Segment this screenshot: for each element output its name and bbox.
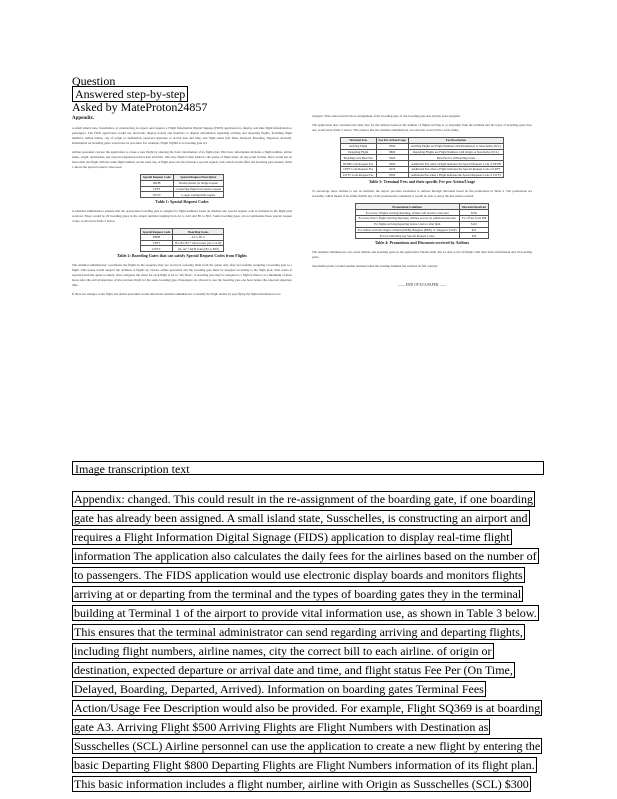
table-row: Arriving Flight $500 Arriving Flights are Flight Numbers with Destination as Susschelles (SCL) — [340, 143, 503, 149]
left-paragraph-1: A small island state, Susschelles, is constructing an airport and requires a Flight Information Digital Signage (FIDS) application to display real-time flight information to passengers. The FIDS application would use electronic display boards and monitors to display information regarding arriving and departing flights, including flight numbers, airline names, city of origin or destination, expected departure or arrival date and time, and flight status (On Time, Delayed, Boarding, Departed, Arrived). Information on boarding gates would also be provided. For example, Flight SQ369 is at boarding gate A3. — [72, 126, 292, 145]
table-header: Special Request Description — [173, 175, 224, 181]
left-paragraph-5: If there are changes to the flight, the airline personnel would inform the terminal administrator to modify the flight details by specifying the flight information to be — [72, 292, 281, 297]
table-header: Fee Description — [408, 138, 503, 144]
right-paragraph-4: The terminal administrator can create airlines and boarding gates in the application. He/she shall also be able to list all flights with their basic information and all boarding gates. — [312, 250, 532, 260]
answered-status-badge: Answered step-by-step — [72, 86, 188, 102]
table-row: CPFT B1, B2, B3 + A6-A Gates (A1 to A10) — [140, 240, 224, 246]
table-header: Promotional Condition — [355, 204, 459, 210]
table-promotions — [355, 203, 490, 239]
table-row: LWTT A1, A2 + A6-B Gates (B1 to B10) — [140, 246, 224, 252]
right-paragraph-5: Susschelles plans to build another terminal when the existing terminal has reached its full capacity. — [312, 264, 439, 269]
transcription-line: requires a Flight Information Digital Signage (FIDS) application to display real-time flight — [74, 530, 510, 544]
question-author[interactable]: Asked by MateProton24857 — [72, 100, 208, 114]
document-image — [72, 114, 548, 458]
table-caption: Table 3: Terminal Fees and their specific Fee per Action/Usage — [368, 179, 476, 185]
right-paragraph-1: changed. This could result in the re-assignment of the boarding gate, if one boarding gate has already been assigned. — [312, 114, 461, 118]
end-of-paper-note: —— END OF ECA PAPER —— — [397, 283, 447, 288]
transcription-line: Delayed, Boarding, Departed, Arrived). Information on boarding gates Terminal Fees — [74, 682, 484, 696]
table-row: Departing Flight $800 Departing Flights are Flight Numbers with Origin as Susschelles (SCL) — [340, 149, 503, 155]
table-header: Discount Received — [459, 204, 489, 210]
right-paragraph-2: The application also calculates the daily fees for the airlines based on the number of flights arriving at or departing from the terminal and the types of boarding gates they use, as shown in Table 3 below. This ensures that the terminal administrator can send the correct bill to each airline. — [312, 123, 532, 132]
table-caption: Table 1: Special Request Codes — [155, 199, 209, 205]
document-left-column — [72, 114, 292, 301]
transcription-line: Susschelles (SCL) Airline personnel can use the application to create a new flight by entering the — [74, 739, 541, 753]
left-paragraph-3: A terminal administrator ensures that the appropriate boarding gate is assigned to flight numbers based on whether any special request code is included in the flight plan received. There would be 20 boarding gates in the airport terminal ranging from A1 to A10 and B1 to B10. Some boarding gates can accommodate these special request codes, as shown in Table 2 below. — [72, 209, 292, 224]
transcription-line: basic Departing Flight $800 Departing Flights are Flight Numbers information of its flight plan. — [74, 758, 535, 772]
table-caption: Table 2: Boarding Gates that can satisfy Special Request Codes from Flights — [117, 253, 247, 259]
table-row: DDJB A1-5, B1-5 — [140, 234, 224, 240]
table-boarding-gates — [140, 228, 225, 252]
table-row: LWTT Code Request Fee $500 Additional Fee when a Flight indicates the Special Request Code of LWTT — [340, 172, 503, 178]
table-row: DDJB Code Request Fee $300 Additional Fee when a Flight indicates the Special Request Code of DDJB — [340, 161, 503, 167]
table-header: Special Request Code — [140, 175, 173, 181]
table-header: Terminal Fees — [340, 138, 376, 144]
transcription-line: gate has already been assigned. A small island state, Susschelles, is constructing an airport and — [74, 511, 528, 525]
transcription-line: Appendix: changed. This could result in the re-assignment of the boarding gate, if one boarding — [74, 492, 533, 506]
transcription-line: building at Terminal 1 of the airport to provide vital information use, as shown in Table 3 below. — [74, 606, 537, 620]
transcription-line: gate A3. Arriving Flight $500 Arriving Flights are Flight Numbers with Destination as — [74, 720, 489, 734]
transcription-line: This ensures that the terminal administrator can send regarding arriving and departing flights, — [74, 625, 523, 639]
transcription-text — [72, 490, 546, 794]
left-paragraph-4: The terminal administrator coordinates the flights in the sequence they are received, releasing them from the queue only after successfully assigning a boarding gate to a flight. This queue would support the addition of flights by various airline personnel and the boarding gate must be assigned according to the flight plan. This action is repeated until the queue is empty. Once assigned, the status for each flight is set to "On Time". A boarding gate may be assigned to a flight if there is at a minimum of three hours after the arrival/departure of the previous flight for the same boarding gate. Passengers are allowed to use the boarding gate one hour before the expected departure time. — [72, 263, 292, 288]
transcription-line: information The application also calculates the daily fees for the airlines based on the number of — [74, 549, 537, 563]
table-terminal-fees — [340, 137, 504, 178]
table-special-request-codes — [140, 174, 224, 198]
table-row: DDJB Double-decker jet bridge request — [140, 180, 223, 186]
table-caption: Table 4: Promotions and Discounts received by Airlines — [374, 240, 470, 246]
transcription-line: arriving at or departing from the terminal and the types of boarding gates they in the terminal — [74, 587, 522, 601]
left-paragraph-2: Airline personnel can use the application to create a new flight by entering the basic information of its flight plan. This basic information includes a flight number, airline name, origin, destination, and expected departure/arrival date and time. This new flight is then added to the queue of flight plans. At any point in time, there would not be more than one flight with the same flight number on the same day. A flight plan can also include a special request code which would affect the boarding gate needed. Table 1 shows the special request codes used. — [72, 150, 292, 169]
appendix-title: Appendix. — [72, 116, 95, 121]
transcription-line: This basic information includes a flight number, airline with Origin as Susschelles (SCL) $300 — [74, 777, 529, 791]
table-header: Boarding Gates — [173, 229, 224, 235]
document-right-column — [312, 114, 532, 287]
right-paragraph-3: To encourage more airlines to use its terminal, the airport provides incentives to airlines through discounts based on the promotions in Table 4. The promotions are stackable, which means if an airline fulfills any of the promotional conditions, it would be able to enjoy the discounts received. — [312, 189, 532, 199]
table-row: LWTT Longer waiting time request — [140, 192, 223, 198]
table-row: For airlines with the Origin of Dubai (DXB), Bangkok (BKK) or Singapore (SGP) $25 — [355, 227, 489, 233]
transcription-heading: Image transcription text — [72, 461, 544, 475]
table-row: For not indicating any Special Request Codes $50 — [355, 233, 489, 239]
question-label: Question — [72, 74, 116, 88]
transcription-line: including flight numbers, airline names, city the correct bill to each airline. of origin or — [74, 644, 492, 658]
table-header: Special Request Code — [140, 229, 173, 235]
transcription-line: destination, expected departure or arrival date and time, and flight status Fee Per (On Time, — [74, 663, 513, 677]
table-header: Fee Per Action/Usage — [376, 138, 408, 144]
table-row: For every 3 flights arriving/departing, airlines will receive a discount $350 — [355, 210, 489, 216]
table-row: CPFT Code Request Fee $150 Additional Fee when a Flight indicates the Special Request Code of CPFT — [340, 166, 503, 172]
table-row: Boarding Gate Base Fee $300 Base Fee for all Boarding Gates — [340, 155, 503, 161]
table-row: For more than 5 flights arriving/departing, airlines receive an additional discount 3% off the Total Bill — [355, 216, 489, 222]
table-row: For flights arriving/departing before 11am or after 9pm $110 — [355, 221, 489, 227]
transcription-line: to passengers. The FIDS application would use electronic display boards and monitors flights — [74, 568, 523, 582]
table-row: CPFT Connecting flight fast transfer request — [140, 186, 223, 192]
transcription-line: Action/Usage Fee Description would also be provided. For example, Flight SQ369 is at boarding — [74, 701, 541, 715]
